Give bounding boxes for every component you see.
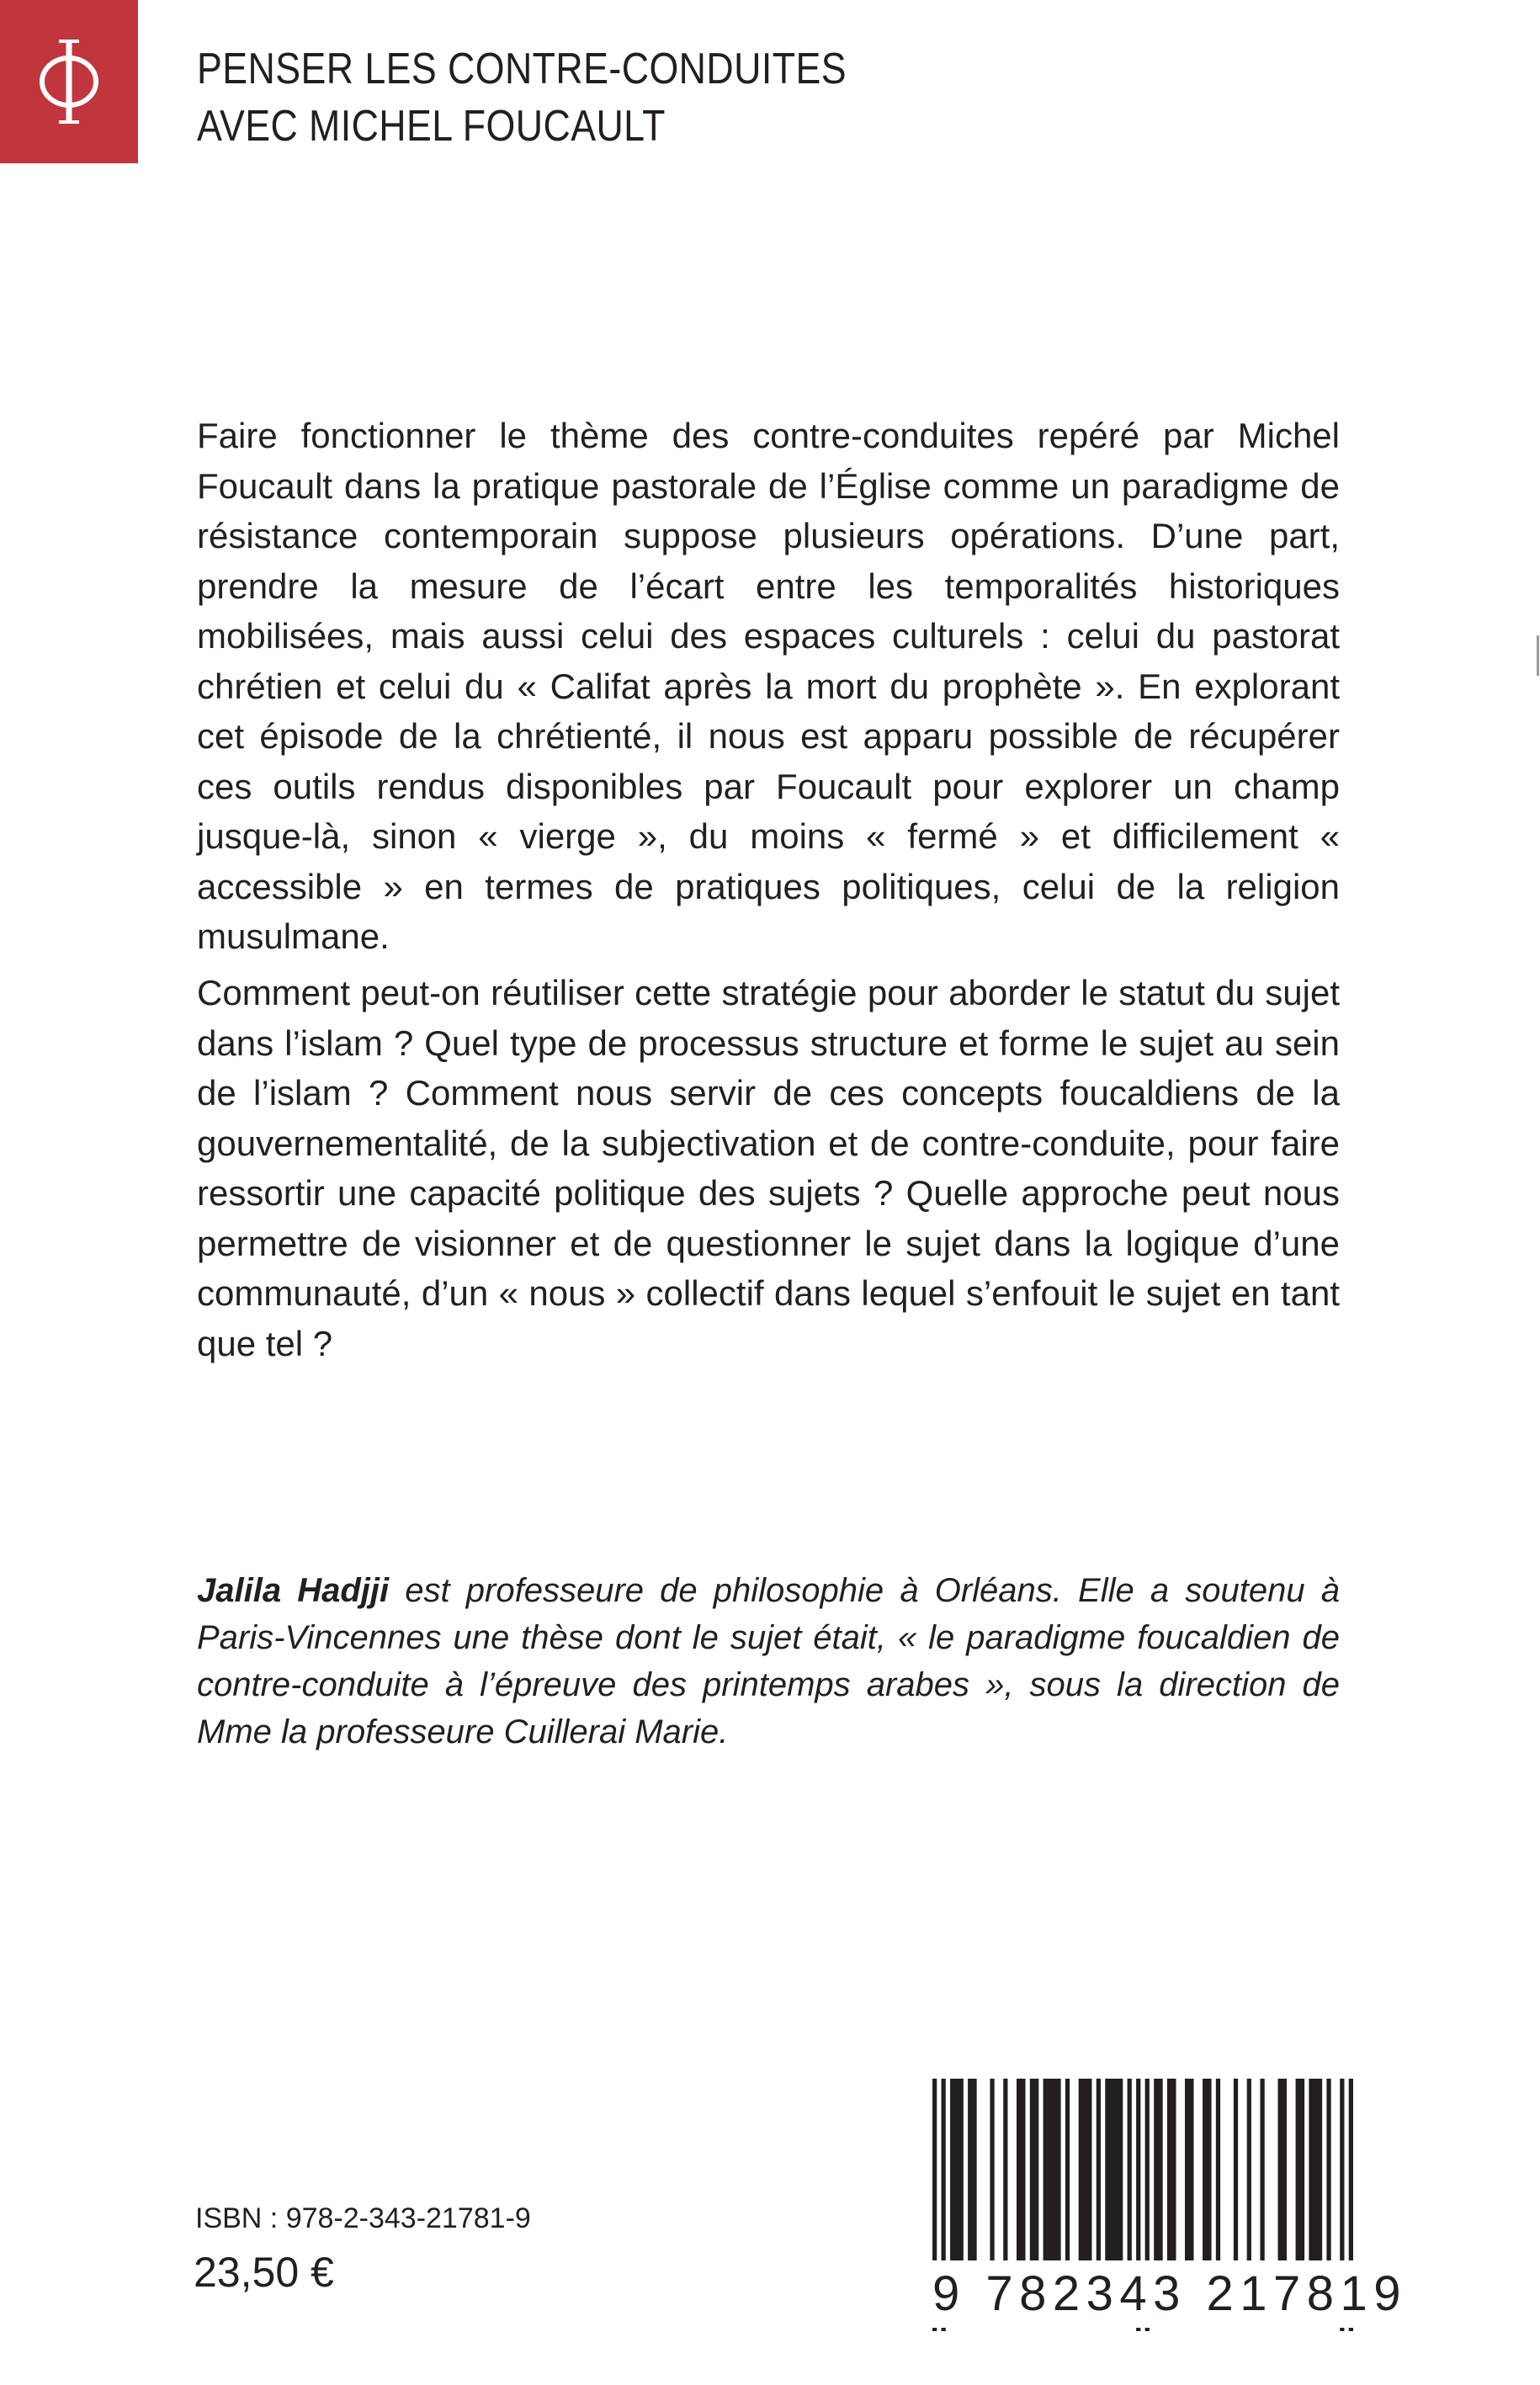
barcode-bar (1234, 2079, 1238, 2262)
phi-icon (31, 31, 107, 132)
barcode-bar (1260, 2079, 1264, 2262)
barcode-bar (1278, 2079, 1288, 2262)
barcode-bar (1097, 2079, 1101, 2262)
price-text: 23,50 € (194, 2249, 334, 2296)
barcode-bar (1203, 2079, 1212, 2262)
barcode-bar (1017, 2079, 1026, 2262)
isbn-text: ISBN : 978-2-343-21781-9 (195, 2202, 531, 2234)
barcode-bar (1043, 2079, 1061, 2262)
barcode-bar (1216, 2079, 1220, 2262)
barcode-bar (1105, 2079, 1123, 2262)
author-bio (197, 1567, 1340, 1756)
author-bio-text: est professeure de philosophie à Orléans. Elle a soutenu à Paris-Vincennes une thèse dont le sujet était, « le paradigme foucaldien de contre-conduite à l’épreuve des printemps arabes », sous la direction de Mme la professeure Cuillerai Marie. (197, 1572, 1340, 1750)
barcode-bar (950, 2079, 964, 2262)
barcode-bar (1167, 2079, 1176, 2262)
barcode-bar (990, 2079, 994, 2262)
barcode-bar (968, 2079, 977, 2262)
author-name: Jalila Hadjji (197, 1572, 390, 1609)
edge-mark (1537, 635, 1539, 676)
barcode-bar (1003, 2079, 1007, 2262)
barcode-bar (1128, 2079, 1132, 2262)
publisher-logo (0, 0, 138, 163)
blurb-paragraph-2: Comment peut-on réutiliser cette stratégie pour aborder le statut du sujet dans l’islam ? Quel type de processus structure et forme le sujet au sein de l’islam ? Comment nous servir de ces concepts foucaldiens de la gouvernementalité, de la subjectivation et de contre-conduite, pour faire ressortir une capacité politique des sujets ? Quelle approche peut nous permettre de visionner et de questionner le sujet dans la logique d’une communauté, d’un « nous » collectif dans lequel s’enfouit le sujet en tant que tel ? (197, 973, 1340, 1363)
barcode-bar (1326, 2079, 1330, 2262)
blurb-paragraph-1: Faire fonctionner le thème des contre-conduites repéré par Michel Foucault dans la pratique pastorale de l’Église comme un paradigme de résistance contemporain suppose plusieurs opérations. D’une part, prendre la mesure de l’écart entre les temporalités historiques mobilisées, mais aussi celui des espaces culturels : celui du pastorat chrétien et celui du « Califat après la mort du prophète ». En explorant cet épisode de la chrétienté, il nous est apparu possible de récupérer ces outils rendus disponibles par Foucault pour explorer un champ jusque-là, sinon « vierge », du moins « fermé » et difficilement « accessible » en termes de pratiques politiques, celui de la religion musulmane. (197, 416, 1340, 956)
barcode-digits: 9 782343 217819 (932, 2260, 1353, 2328)
barcode-bar (1309, 2079, 1322, 2262)
barcode-bar (1154, 2079, 1163, 2262)
book-title-line-1: PENSER LES CONTRE-CONDUITES (197, 45, 847, 93)
barcode-bar (1247, 2079, 1251, 2262)
book-title-line-2: AVEC MICHEL FOUCAULT (197, 102, 666, 151)
barcode-bar (1030, 2079, 1039, 2262)
barcode-bar (1185, 2079, 1194, 2262)
barcode-bar (1065, 2079, 1070, 2262)
book-title (197, 40, 847, 155)
barcode-bar (1079, 2079, 1092, 2262)
barcode-bar (1296, 2079, 1305, 2262)
